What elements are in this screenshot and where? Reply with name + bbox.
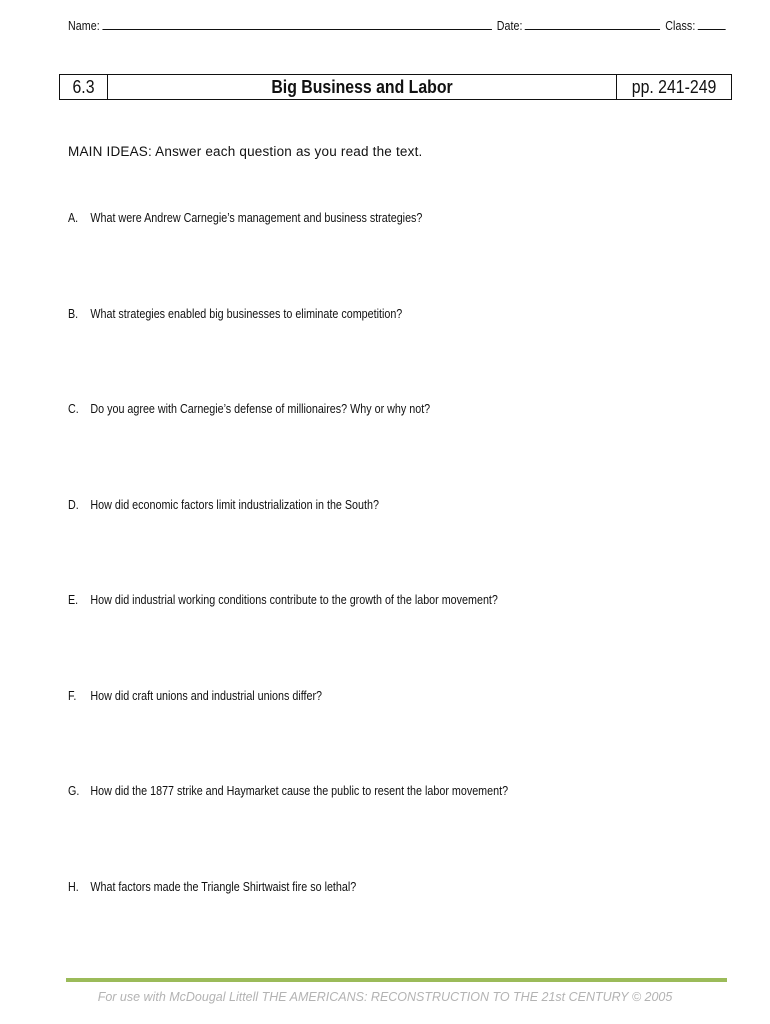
- question-b: [68, 307, 402, 321]
- section-title: Big Business and Labor: [271, 76, 453, 97]
- main-ideas-instructions: MAIN IDEAS: Answer each question as you read the text.: [68, 144, 423, 159]
- footer-divider: [66, 978, 727, 982]
- question-text: How did the 1877 strike and Haymarket cause the public to resent the labor movement?: [90, 784, 509, 798]
- question-c: [68, 402, 430, 416]
- section-number-cell: [60, 75, 108, 99]
- question-e: [68, 593, 498, 607]
- question-h: [68, 880, 356, 894]
- section-title-table: [59, 74, 732, 100]
- question-letter: F.: [68, 689, 77, 703]
- question-letter: H.: [68, 880, 79, 894]
- question-d: [68, 498, 379, 512]
- question-text: How did economic factors limit industrialization in the South?: [90, 498, 379, 512]
- question-f: [68, 689, 322, 703]
- student-info-header: [68, 18, 696, 38]
- question-letter: B.: [68, 307, 79, 321]
- question-a: [68, 211, 422, 225]
- question-g: [68, 784, 508, 798]
- question-letter: E.: [68, 593, 79, 607]
- section-title-cell: [108, 75, 617, 99]
- section-pages: pp. 241-249: [631, 76, 717, 97]
- name-label: Name:: [68, 18, 100, 33]
- question-letter: A.: [68, 211, 79, 225]
- question-letter: G.: [68, 784, 80, 798]
- section-number: 6.3: [72, 76, 95, 97]
- section-pages-cell: [617, 75, 731, 99]
- date-label: Date:: [496, 18, 523, 33]
- question-text: What were Andrew Carnegie’s management and business strategies?: [90, 211, 423, 225]
- class-blank[interactable]: [698, 18, 726, 30]
- date-blank[interactable]: [525, 18, 660, 30]
- question-letter: D.: [68, 498, 79, 512]
- footer-credit: For use with McDougal Littell THE AMERICANS: RECONSTRUCTION TO THE 21st CENTURY © 2005: [97, 990, 673, 1004]
- class-label: Class:: [665, 18, 696, 33]
- question-text: How did craft unions and industrial unions differ?: [90, 689, 323, 703]
- question-text: Do you agree with Carnegie’s defense of millionaires? Why or why not?: [90, 402, 431, 416]
- question-letter: C.: [68, 402, 79, 416]
- name-blank[interactable]: [102, 18, 492, 30]
- question-text: What strategies enabled big businesses to eliminate competition?: [90, 307, 403, 321]
- question-text: How did industrial working conditions contribute to the growth of the labor movement?: [90, 593, 498, 607]
- question-text: What factors made the Triangle Shirtwaist fire so lethal?: [90, 880, 357, 894]
